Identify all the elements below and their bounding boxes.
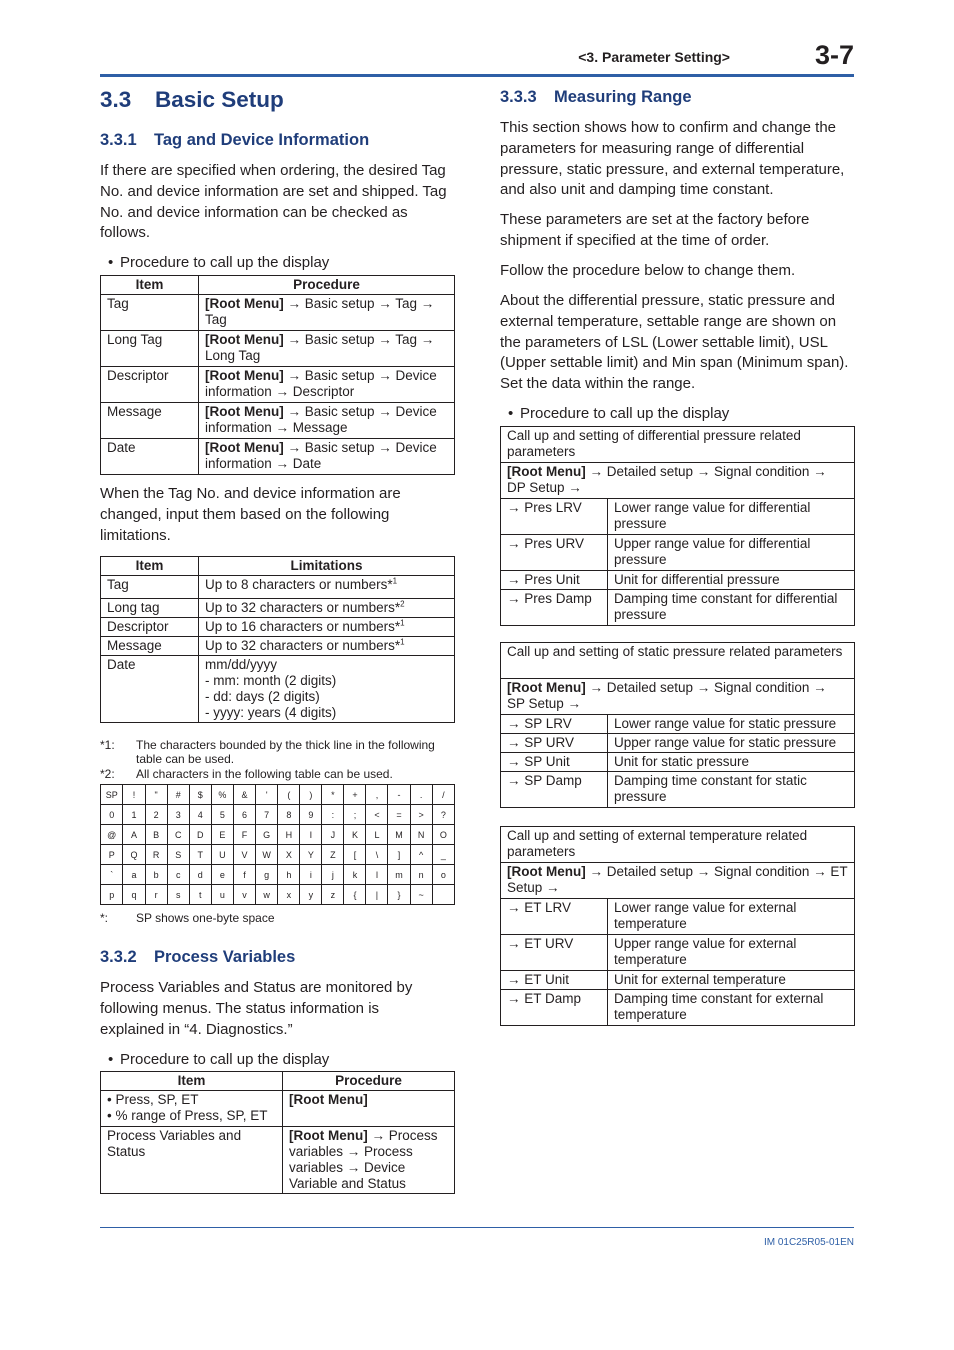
char-cell: 6 [234, 805, 256, 825]
footer-rule [100, 1227, 854, 1228]
char-cell: e [211, 865, 233, 885]
char-row [101, 865, 455, 885]
char-cell: J [322, 825, 344, 845]
table-row: → ET LRV Lower range value for external temperature [501, 899, 855, 935]
char-cell: M [388, 825, 410, 845]
footnote-1: *1: The characters bounded by the thick line in the following table can be used. [100, 738, 435, 766]
char-row [101, 825, 455, 845]
char-cell: S [167, 845, 189, 865]
char-row [101, 845, 455, 865]
table-row: • Press, SP, ET • % range of Press, SP, ET [Root Menu] [101, 1091, 455, 1127]
et-range-table: Call up and setting of external temperature related parameters [Root Menu] → Detailed setup → Signal condition → ET Setup → → ET LRV Lower range value for external temperature → ET URV Upper range value for external temperature → ET Unit Unit for external temperature → ET Damp Damping time constant for external temperature [500, 826, 855, 1026]
char-cell: # [167, 785, 189, 805]
bullet-procedure-2: • Procedure to call up the display [108, 1051, 330, 1068]
char-cell: 4 [189, 805, 211, 825]
char-cell: 5 [211, 805, 233, 825]
char-cell: ; [344, 805, 366, 825]
char-cell: + [344, 785, 366, 805]
char-cell: : [322, 805, 344, 825]
char-cell: { [344, 885, 366, 905]
char-cell: Q [123, 845, 145, 865]
char-cell: ` [101, 865, 123, 885]
char-cell: p [101, 885, 123, 905]
section-heading-3-3-2: 3.3.2 Process Variables [100, 948, 296, 966]
char-cell: SP [101, 785, 123, 805]
char-cell: & [234, 785, 256, 805]
char-cell: \ [366, 845, 388, 865]
table-row: → ET Damp Damping time constant for external temperature [501, 990, 855, 1026]
char-cell: ^ [410, 845, 432, 865]
limitations-table: Item Limitations Tag Up to 8 characters or numbers*$^1$ Long tag Up to 32 characters or numbers*$^2$ Descriptor Up to 16 characters or numbers*$^1$ Message Up to 32 characters or numbers*$^1$ Date mm/dd/yyyy - mm: month (2 digits) - dd: days (2 digits) - yyyy: years (4 digits) [100, 556, 455, 723]
char-cell: $ [189, 785, 211, 805]
char-cell: ( [278, 785, 300, 805]
char-cell: ~ [410, 885, 432, 905]
char-cell: h [278, 865, 300, 885]
tag-procedure-table: Item Procedure Tag [Root Menu] → Basic setup → Tag → Tag Long Tag [Root Menu] → Basic setup → Tag → Long Tag Descriptor [Root Menu] → Basic setup → Device information → Descriptor Message [Root Menu] → Basic setup → Device information → Message Date [Root Menu] → Basic setup → Device information → Date [100, 275, 455, 475]
table-row: → Pres Damp Damping time constant for differential pressure [501, 590, 855, 626]
table-row: → Pres LRV Lower range value for differential pressure [501, 499, 855, 535]
table-row: Long tag Up to 32 characters or numbers*$^2$ [101, 599, 455, 618]
char-row [101, 885, 455, 905]
char-cell: } [388, 885, 410, 905]
section-heading-3-3: 3.3 Basic Setup [100, 87, 284, 112]
char-cell: f [234, 865, 256, 885]
char-cell: z [322, 885, 344, 905]
table-row: Descriptor [Root Menu] → Basic setup → Device information → Descriptor [101, 367, 455, 403]
char-cell: V [234, 845, 256, 865]
char-cell: n [410, 865, 432, 885]
char-cell: N [410, 825, 432, 845]
char-cell: 7 [256, 805, 278, 825]
char-row [101, 785, 455, 805]
char-cell: C [167, 825, 189, 845]
char-cell: s [167, 885, 189, 905]
bullet-procedure-1: • Procedure to call up the display [108, 254, 330, 271]
char-cell: I [300, 825, 322, 845]
char-cell: [ [344, 845, 366, 865]
char-cell: Y [300, 845, 322, 865]
char-cell: i [300, 865, 322, 885]
table-row: → SP Unit Unit for static pressure [501, 753, 855, 772]
char-cell: * [322, 785, 344, 805]
char-cell: 2 [145, 805, 167, 825]
measuring-range-p1: This section shows how to confirm and change the parameters for measuring range of differential pressure, static pressure, and external temperature, and also unit and damping time constant. [500, 119, 845, 199]
tag-info-intro: If there are specified when ordering, the desired Tag No. and device information are set and shipped. Tag No. and device information can be checked as follows. [100, 162, 447, 242]
char-cell: F [234, 825, 256, 845]
char-cell: m [388, 865, 410, 885]
char-cell: o [432, 865, 454, 885]
char-cell: b [145, 865, 167, 885]
limitations-intro: When the Tag No. and device information are changed, input them based on the following limitations. [100, 485, 401, 544]
char-cell: U [211, 845, 233, 865]
char-cell: j [322, 865, 344, 885]
char-cell: P [101, 845, 123, 865]
char-cell: w [256, 885, 278, 905]
char-cell: B [145, 825, 167, 845]
char-cell: t [189, 885, 211, 905]
table-row: → ET URV Upper range value for external temperature [501, 935, 855, 971]
char-cell: 3 [167, 805, 189, 825]
char-cell: , [366, 785, 388, 805]
table-row: → Pres URV Upper range value for differential pressure [501, 535, 855, 571]
char-cell: L [366, 825, 388, 845]
char-cell: W [256, 845, 278, 865]
table-row: Tag [Root Menu] → Basic setup → Tag → Tag [101, 295, 455, 331]
char-cell: R [145, 845, 167, 865]
char-row [101, 805, 455, 825]
char-cell: ' [256, 785, 278, 805]
char-cell: 8 [278, 805, 300, 825]
char-cell: O [432, 825, 454, 845]
measuring-range-p3: Follow the procedure below to change them. [500, 262, 796, 279]
table-row: Date mm/dd/yyyy - mm: month (2 digits) - dd: days (2 digits) - yyyy: years (4 digits) [101, 656, 455, 723]
section-heading-3-3-1: 3.3.1 Tag and Device Information [100, 131, 370, 149]
char-cell: E [211, 825, 233, 845]
running-header-section: <3. Parameter Setting> [578, 49, 730, 65]
page-number: 3-7 [814, 40, 854, 70]
table-row: → Pres Unit Unit for differential pressure [501, 571, 855, 590]
char-cell: x [278, 885, 300, 905]
char-cell: % [211, 785, 233, 805]
measuring-range-p4: About the differential pressure, static pressure and external temperature, settable range are shown on the parameters of LSL (Lower settable limit), USL (Upper settable limit) and Min span (Minimum span). Set the data within the range. [500, 292, 849, 393]
char-cell: r [145, 885, 167, 905]
table-row: Message [Root Menu] → Basic setup → Device information → Message [101, 403, 455, 439]
table-row: Descriptor Up to 16 characters or numbers*$^1$ [101, 618, 455, 637]
char-cell: ) [300, 785, 322, 805]
dp-range-table: Call up and setting of differential pressure related parameters [Root Menu] → Detailed setup → Signal condition → DP Setup → → Pres LRV Lower range value for differential pressure → Pres URV Upper range value for differential pressure → Pres Unit Unit for differential pressure → Pres Damp Damping time constant for differential pressure [500, 426, 855, 626]
document-id: IM 01C25R05-01EN [763, 1237, 854, 1248]
table-row: Message Up to 32 characters or numbers*$^1$ [101, 637, 455, 656]
char-cell: 9 [300, 805, 322, 825]
char-cell: H [278, 825, 300, 845]
char-cell: X [278, 845, 300, 865]
char-cell: D [189, 825, 211, 845]
char-cell: @ [101, 825, 123, 845]
char-cell: 0 [101, 805, 123, 825]
char-cell: Z [322, 845, 344, 865]
process-variables-intro: Process Variables and Status are monitored by following menus. The status information is explained in “4. Diagnostics.” [100, 979, 413, 1038]
char-cell: q [123, 885, 145, 905]
char-cell: g [256, 865, 278, 885]
table-row: → ET Unit Unit for external temperature [501, 971, 855, 990]
char-cell: u [211, 885, 233, 905]
char-cell: G [256, 825, 278, 845]
char-cell: " [145, 785, 167, 805]
char-cell: K [344, 825, 366, 845]
char-cell: | [366, 885, 388, 905]
char-cell: c [167, 865, 189, 885]
char-cell: y [300, 885, 322, 905]
char-cell: / [432, 785, 454, 805]
char-cell: l [366, 865, 388, 885]
char-cell: T [189, 845, 211, 865]
char-cell: k [344, 865, 366, 885]
table-row: → SP Damp Damping time constant for static pressure [501, 772, 855, 808]
char-cell: 1 [123, 805, 145, 825]
table-row: Long Tag [Root Menu] → Basic setup → Tag → Long Tag [101, 331, 455, 367]
character-table [100, 784, 455, 905]
char-cell: ! [123, 785, 145, 805]
char-cell: = [388, 805, 410, 825]
char-cell: ] [388, 845, 410, 865]
char-cell: _ [432, 845, 454, 865]
sp-footnote: *: SP shows one-byte space [100, 911, 275, 925]
char-cell [432, 885, 454, 905]
char-cell: v [234, 885, 256, 905]
char-cell: d [189, 865, 211, 885]
char-cell: - [388, 785, 410, 805]
process-variables-table: Item Procedure • Press, SP, ET • % range of Press, SP, ET [Root Menu] Process Variables and Status [Root Menu] → Process variables → Process variables → Device Variable and Status [100, 1071, 455, 1194]
table-row: → SP URV Upper range value for static pressure [501, 734, 855, 753]
table-row: Date [Root Menu] → Basic setup → Device information → Date [101, 439, 455, 475]
char-cell: a [123, 865, 145, 885]
bullet-procedure-3: • Procedure to call up the display [508, 405, 730, 422]
table-row: Process Variables and Status [Root Menu] → Process variables → Process variables → Device Variable and Status [101, 1127, 455, 1194]
header-rule [100, 74, 854, 77]
char-cell: > [410, 805, 432, 825]
section-heading-3-3-3: 3.3.3 Measuring Range [500, 88, 692, 106]
table-row: → SP LRV Lower range value for static pressure [501, 715, 855, 734]
sp-range-table: Call up and setting of static pressure related parameters [Root Menu] → Detailed setup → Signal condition → SP Setup → → SP LRV Lower range value for static pressure → SP URV Upper range value for static pressure → SP Unit Unit for static pressure → SP Damp Damping time constant for static pressure [500, 642, 855, 808]
char-cell: . [410, 785, 432, 805]
table-row: Tag Up to 8 characters or numbers*$^1$ [101, 576, 455, 599]
footnote-2: *2: All characters in the following table can be used. [100, 767, 393, 781]
char-cell: ? [432, 805, 454, 825]
measuring-range-p2: These parameters are set at the factory before shipment if specified at the time of order. [500, 211, 810, 249]
char-cell: A [123, 825, 145, 845]
char-cell: < [366, 805, 388, 825]
